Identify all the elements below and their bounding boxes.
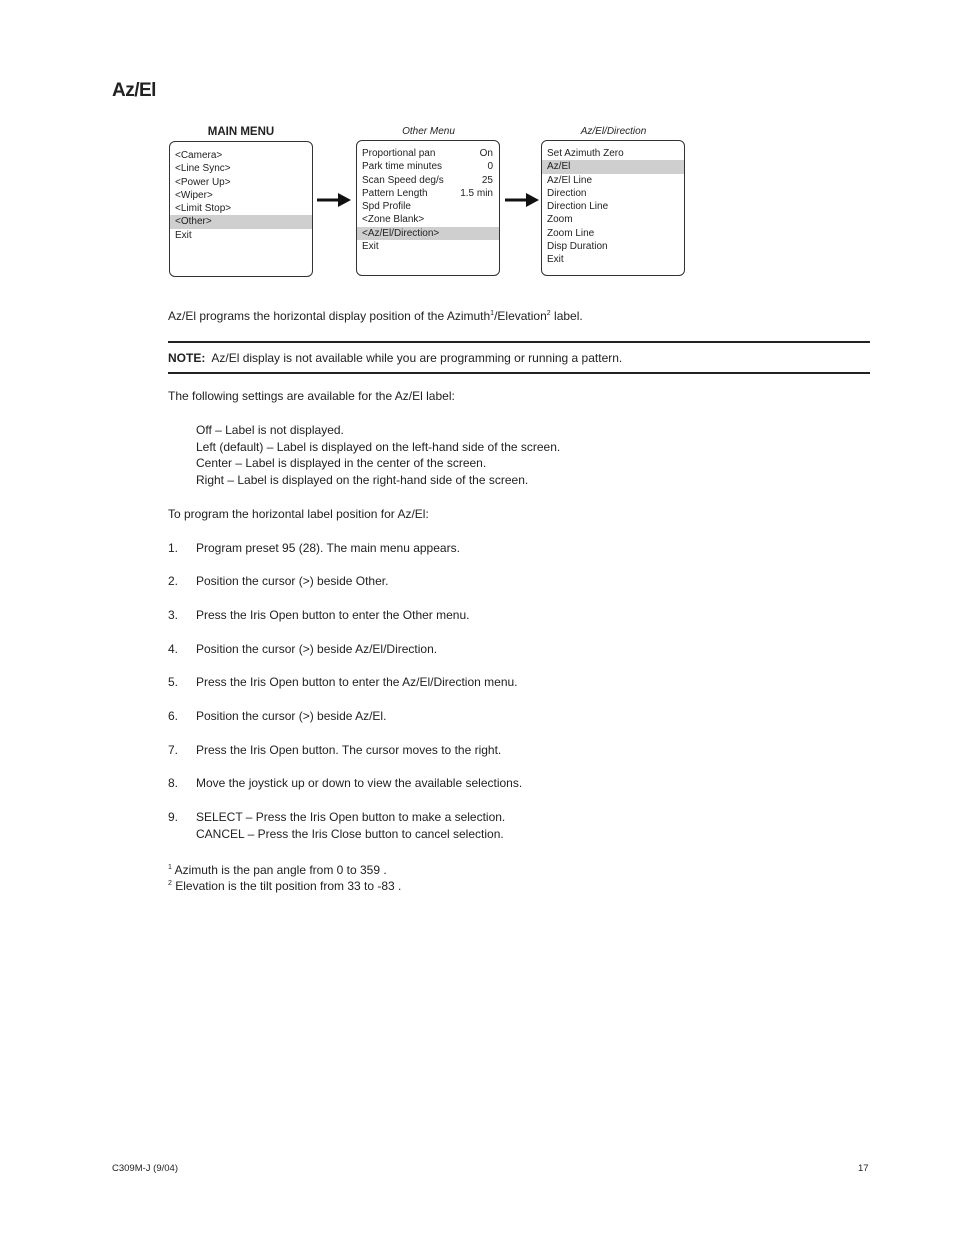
menu-item-value: 1.5 min <box>460 187 493 199</box>
menu-item-label: Exit <box>362 241 379 253</box>
menu-item-value: On <box>479 148 493 159</box>
menu-item-label: <Limit Stop> <box>175 203 232 215</box>
setting-item: Right – Label is displayed on the right-hand side of the screen. <box>196 473 529 488</box>
footer-doc-id: C309M-J (9/04) <box>112 1163 178 1174</box>
menu-item-label: <Camera> <box>175 150 223 161</box>
menu-item <box>542 213 684 226</box>
main-menu-box <box>169 141 313 277</box>
menu-item-label: Az/El Line <box>547 174 593 186</box>
note-bottom-rule <box>168 372 870 374</box>
page-heading: Az/El <box>112 80 156 101</box>
menu-item-value: 25 <box>481 174 493 186</box>
menu-item-label: <Zone Blank> <box>362 214 425 226</box>
menu-item-label: <Az/El/Direction> <box>362 227 440 239</box>
menu-item <box>170 189 312 202</box>
menu-item <box>357 174 499 187</box>
menu-item <box>357 187 499 200</box>
menu-item <box>357 240 499 253</box>
azel-menu-title: Az/El/Direction <box>580 126 647 137</box>
menu-item-label: Zoom Line <box>547 227 595 239</box>
note-label: NOTE: <box>168 351 206 365</box>
main-menu-title: MAIN MENU <box>207 126 275 138</box>
menu-item <box>542 160 684 173</box>
note-text: Az/El display is not available while you are programming or running a pattern. <box>211 351 623 365</box>
intro-paragraph: Az/El programs the horizontal display position of the Azimuth$^1$/Elevation$^2$ label. <box>168 309 583 323</box>
menu-item <box>170 176 312 189</box>
menu-item-label: Az/El <box>547 161 571 173</box>
footnote: $^1$ Azimuth is the pan angle from 0 to 359 . <box>168 863 387 877</box>
note <box>168 350 622 367</box>
menu-item-label: Set Azimuth Zero <box>547 148 624 159</box>
menu-item <box>170 202 312 215</box>
settings-list <box>196 422 560 489</box>
other-menu-box <box>356 140 500 276</box>
menu-item-label: Direction Line <box>547 201 609 213</box>
menu-item-label: <Other> <box>175 216 212 228</box>
menu-item-label: Proportional pan <box>362 148 436 159</box>
menu-item <box>542 200 684 213</box>
menu-item <box>357 213 499 226</box>
menu-item-label: Spd Profile <box>362 201 411 213</box>
menu-item <box>542 147 684 160</box>
menu-item <box>357 147 499 160</box>
menu-item-label: Exit <box>547 254 564 266</box>
menu-item-label: Zoom <box>547 214 573 226</box>
note-top-rule <box>168 341 870 343</box>
program-intro: To program the horizontal label position for Az/El: <box>168 507 429 521</box>
menu-item-value: 0 <box>487 161 493 173</box>
setting-item: Center – Label is displayed in the center of the screen. <box>196 456 487 471</box>
menu-item-label: Park time minutes <box>362 161 443 173</box>
menu-item-label: Scan Speed deg/s <box>362 174 444 186</box>
menu-item <box>542 240 684 253</box>
menu-item-label: Disp Duration <box>547 241 608 253</box>
menu-item-label: <Line Sync> <box>175 163 231 175</box>
menu-item <box>542 253 684 266</box>
menu-item <box>357 227 499 240</box>
menu-item <box>357 160 499 173</box>
arrow-right-icon <box>504 192 540 208</box>
menu-item-label: <Wiper> <box>175 189 213 201</box>
menu-item-label: <Power Up> <box>175 176 231 188</box>
menu-item <box>170 215 312 228</box>
menu-item <box>170 162 312 175</box>
menu-item-label: Pattern Length <box>362 187 428 199</box>
arrow-right-icon <box>316 192 352 208</box>
setting-item: Left (default) – Label is displayed on the left-hand side of the screen. <box>196 439 561 454</box>
other-menu-title: Other Menu <box>402 126 455 137</box>
menu-item-label: Direction <box>547 187 587 199</box>
menu-item <box>170 149 312 162</box>
menu-item <box>170 229 312 242</box>
menu-item <box>542 174 684 187</box>
menu-item <box>542 187 684 200</box>
setting-item: Off – Label is not displayed. <box>196 423 344 437</box>
azel-direction-menu-box <box>541 140 685 276</box>
menu-item <box>357 200 499 213</box>
menu-item-label: Exit <box>175 229 192 241</box>
footnote: $^2$ Elevation is the tilt position from 33 to -83 . <box>168 879 402 893</box>
menu-item <box>542 227 684 240</box>
settings-intro: The following settings are available for the Az/El label: <box>168 389 455 403</box>
footer-page-number: 17 <box>858 1163 869 1174</box>
